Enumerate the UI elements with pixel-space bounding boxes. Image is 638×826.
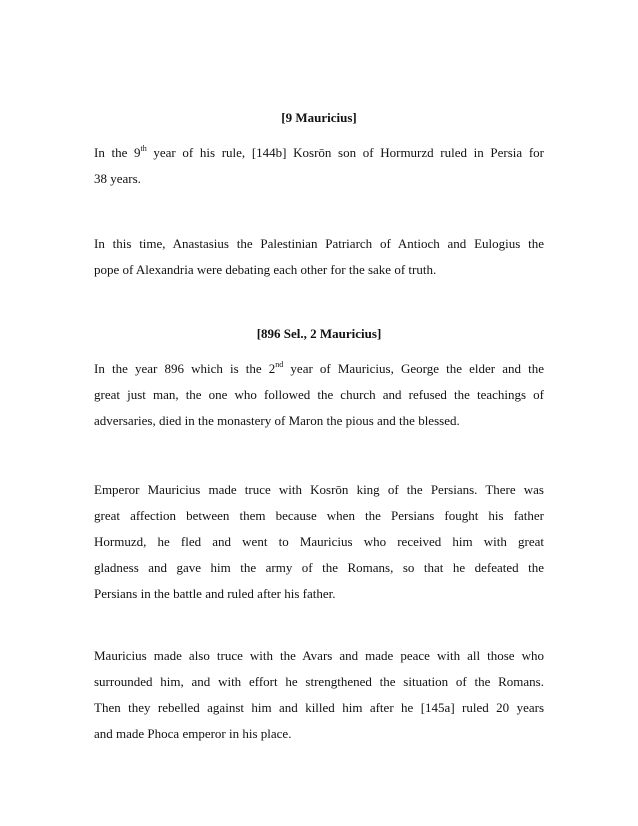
paragraph-line: pope of Alexandria were debating each other for the sake of truth. (94, 262, 437, 277)
paragraph-line: gladness and gave him the army of the Romans, so that he defeated the (94, 560, 544, 575)
paragraph-line (94, 140, 544, 166)
section-heading-896-sel: [896 Sel., 2 Mauricius] (256, 326, 382, 341)
text-run: In the year 896 which is the 2 (94, 361, 276, 376)
paragraph-truce-with-kosron (94, 477, 544, 607)
superscript: th (140, 143, 147, 153)
text-run: In the 9 (94, 145, 141, 160)
paragraph-line: adversaries, died in the monastery of Maron the pious and the blessed. (94, 413, 460, 428)
paragraph-line: Emperor Mauricius made truce with Kosrōn king of the Persians. There was (94, 482, 544, 497)
paragraph-line: Hormuzd, he fled and went to Mauricius who received him with great (94, 534, 544, 549)
paragraph-line: great just man, the one who followed the church and refused the teachings of (94, 387, 544, 402)
paragraph-anastasius-eulogius (94, 231, 544, 283)
paragraph-truce-with-avars (94, 643, 544, 747)
paragraph-line (94, 356, 544, 382)
paragraph-line: and made Phoca emperor in his place. (94, 726, 292, 741)
superscript: nd (275, 359, 284, 369)
paragraph-george-the-elder (94, 356, 544, 434)
text-run: year of Mauricius, George the elder and the (283, 361, 545, 376)
paragraph-line: surrounded him, and with effort he strengthened the situation of the Romans. (94, 674, 544, 689)
paragraph-line: great affection between them because when the Persians fought his father (94, 508, 544, 523)
paragraph-line: Persians in the battle and ruled after his father. (94, 586, 336, 601)
paragraph-line: Mauricius made also truce with the Avars and made peace with all those who (94, 648, 544, 663)
paragraph-line: 38 years. (94, 171, 141, 186)
paragraph-line: Then they rebelled against him and killed him after he [145a] ruled 20 years (94, 700, 544, 715)
paragraph-kosron-rule (94, 140, 544, 192)
section-heading-9-mauricius: [9 Mauricius] (281, 110, 357, 125)
paragraph-line: In this time, Anastasius the Palestinian Patriarch of Antioch and Eulogius the (94, 236, 544, 251)
text-run: year of his rule, [144b] Kosrōn son of Hormurzd ruled in Persia for (146, 145, 544, 160)
